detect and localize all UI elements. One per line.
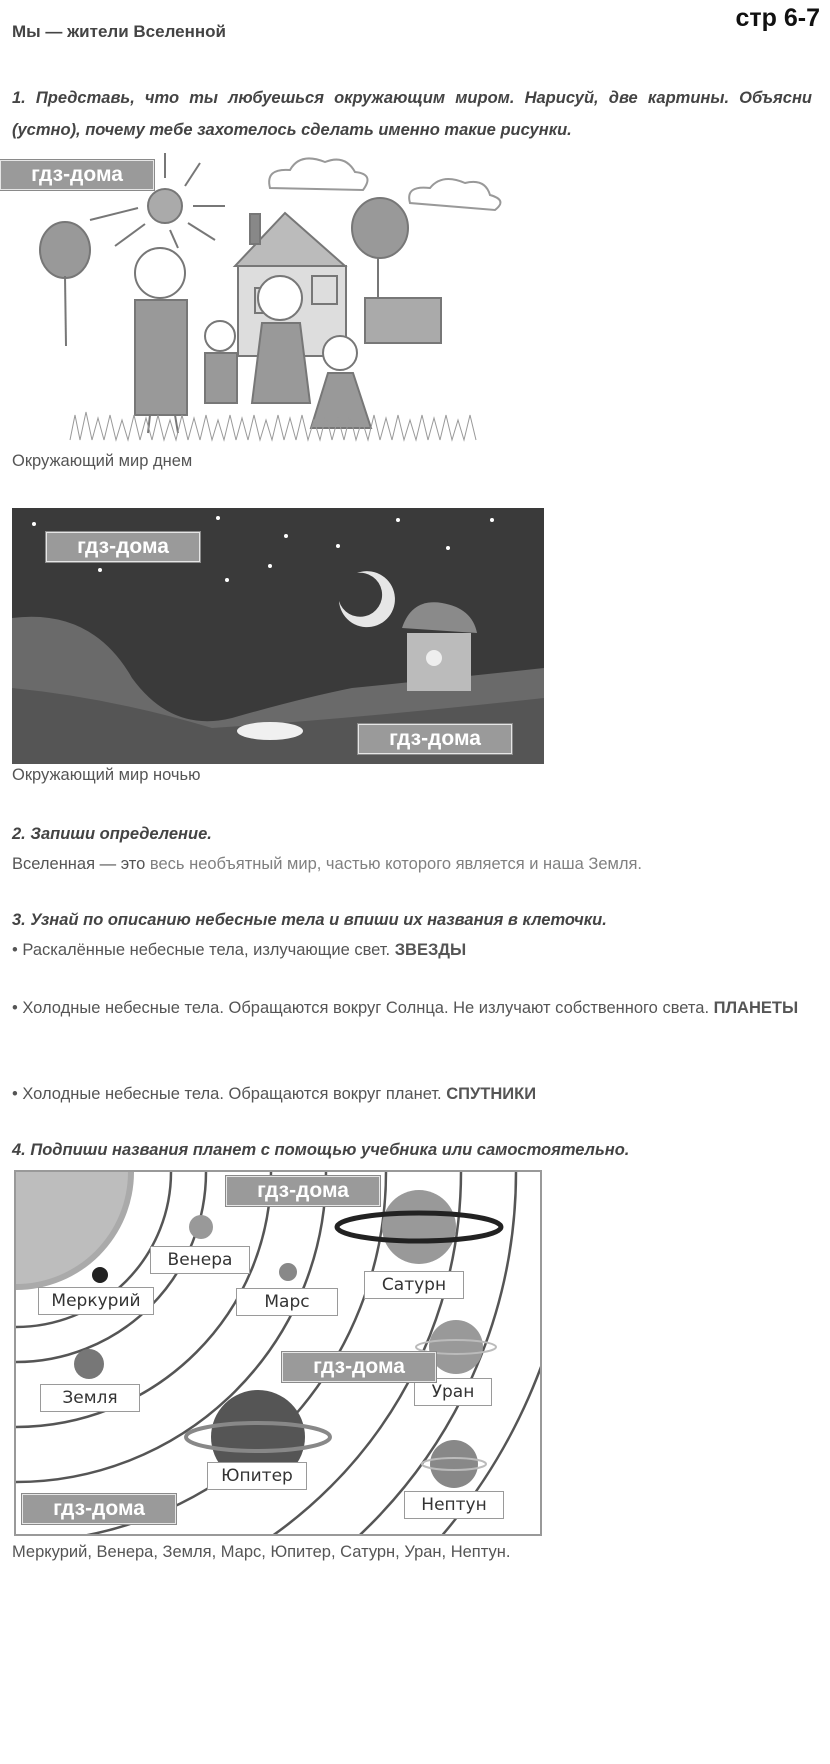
- task-3-text: 3. Узнай по описанию небесные тела и впиши их названия в клеточки.: [12, 911, 607, 929]
- watermark: гдз-дома: [358, 724, 512, 754]
- item-description: • Холодные небесные тела. Обращаются вокруг планет.: [12, 1085, 447, 1103]
- universe-definition: [12, 848, 812, 880]
- item-answer: ПЛАНЕТЫ: [713, 999, 799, 1017]
- planets-answer: Меркурий, Венера, Земля, Марс, Юпитер, Сатурн, Уран, Нептун.: [12, 1543, 511, 1561]
- caption-night: Окружающий мир ночью: [12, 766, 201, 784]
- night-drawing: [12, 508, 544, 764]
- definition-answer: весь необъятный мир, частью которого является и наша Земля.: [145, 855, 642, 873]
- caption-day: Окружающий мир днем: [12, 452, 193, 470]
- item-answer: ЗВЕЗДЫ: [394, 941, 467, 959]
- planet-label-venus: Венера: [150, 1246, 250, 1274]
- task-2-text: 2. Запиши определение.: [12, 825, 212, 843]
- solar-system-diagram: [14, 1170, 542, 1536]
- task-4-text: 4. Подпиши названия планет с помощью учебника или самостоятельно.: [12, 1141, 630, 1159]
- planet-label-neptune: Нептун: [404, 1491, 504, 1519]
- planet-label-saturn: Сатурн: [364, 1271, 464, 1299]
- definition-lead: Вселенная — это: [12, 855, 146, 873]
- item-description: • Холодные небесные тела. Обращаются вокруг Солнца. Не излучают собственного света.: [12, 999, 714, 1017]
- planet-label-mars: Марс: [236, 1288, 338, 1316]
- watermark: гдз-дома: [46, 532, 200, 562]
- page-title: Мы — жители Вселенной: [12, 22, 226, 41]
- watermark: гдз-дома: [22, 1494, 176, 1524]
- planet-label-uranus: Уран: [414, 1378, 492, 1406]
- watermark: гдз-дома: [226, 1176, 380, 1206]
- task-3-item: [12, 992, 812, 1024]
- planet-label-earth: Земля: [40, 1384, 140, 1412]
- planet-label-mercury: Меркурий: [38, 1287, 154, 1315]
- task-3-item: [12, 1078, 812, 1110]
- watermark: гдз-дома: [282, 1352, 436, 1382]
- item-answer: СПУТНИКИ: [446, 1085, 537, 1103]
- item-description: • Раскалённые небесные тела, излучающие свет.: [12, 941, 395, 959]
- task-1-text: 1. Представь, что ты любуешься окружающим миром. Нарисуй, две картины. Объясни (устно), почему тебе захотелось сделать именно такие рисунки.: [12, 89, 812, 139]
- planet-label-jupiter: Юпитер: [207, 1462, 307, 1490]
- day-drawing-illustration: [0, 148, 520, 498]
- watermark: гдз-дома: [0, 160, 154, 190]
- page-number: стр 6-7: [735, 4, 820, 32]
- task-3-item: [12, 934, 812, 966]
- day-drawing: [0, 148, 520, 498]
